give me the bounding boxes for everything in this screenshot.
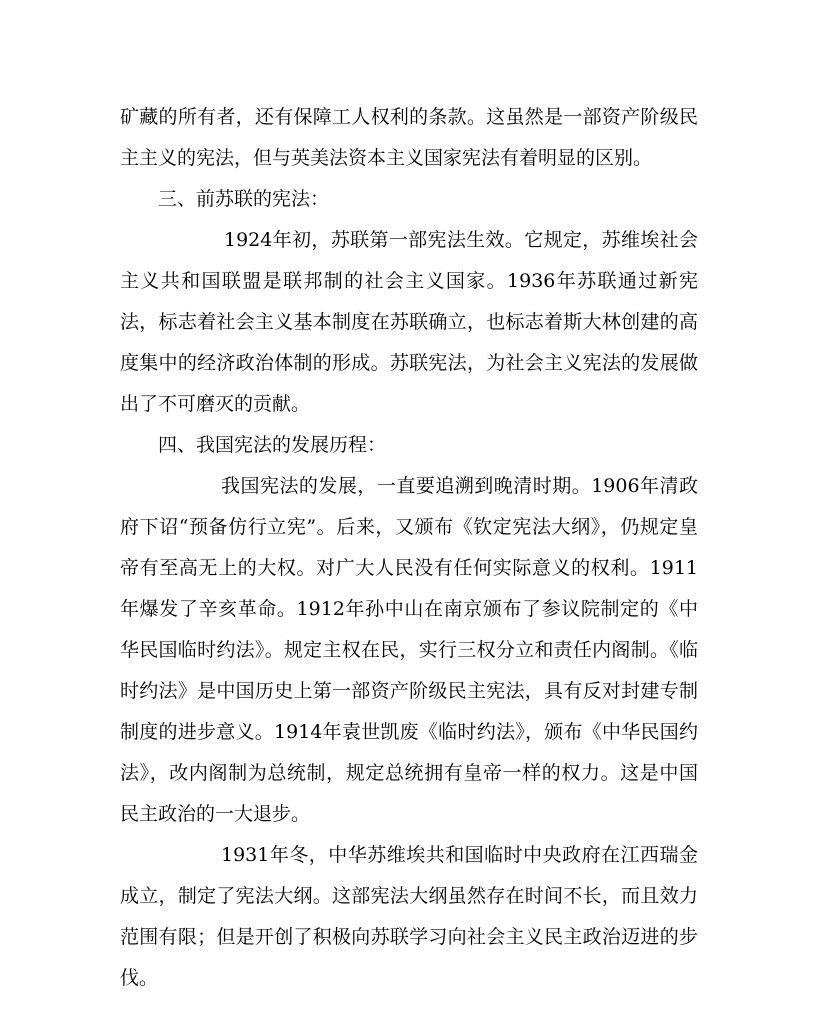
paragraph-weimar-constitution-end: 矿藏的所有者，还有保障工人权利的条款。这虽然是一部资产阶级民主主义的宪法，但与英美法资本主义国家宪法有着明显的区别。 [120,106,698,169]
section-heading-china-constitution: 四、我国宪法的发展历程： [158,434,387,456]
paragraph-ruijin-constitution: 1931年冬，中华苏维埃共和国临时中央政府在江西瑞金成立，制定了宪法大纲。这部宪法大纲虽然存在时间不长，而且效力范围有限；但是开创了积极向苏联学习向社会主义民主政治迈进的步伐。 [120,844,698,989]
paragraph-china-constitution-history: 我国宪法的发展，一直要追溯到晚清时期。1906年清政府下诏“预备仿行立宪”。后来，又颁布《钦定宪法大纲》，仍规定皇帝有至高无上的大权。对广大人民没有任何实际意义的权利。1911年爆发了辛亥革命。1912年孙中山在南京颁布了参议院制定的《中华民国临时约法》。规定主权在民，实行三权分立和责任内阁制。《临时约法》是中国历史上第一部资产阶级民主宪法，具有反对封建专制制度的进步意义。1914年袁世凯废《临时约法》，颁布《中华民国约法》，改内阁制为总统制，规定总统拥有皇帝一样的权力。这是中国民主政治的一大退步。 [120,475,698,825]
paragraph-soviet-constitution: 1924年初，苏联第一部宪法生效。它规定，苏维埃社会主义共和国联盟是联邦制的社会主义国家。1936年苏联通过新宪法，标志着社会主义基本制度在苏联确立，也标志着斯大林创建的高度集中的经济政治体制的形成。苏联宪法，为社会主义宪法的发展做出了不可磨灭的贡献。 [120,229,698,415]
document-body [120,97,698,999]
section-heading-soviet-constitution: 三、前苏联的宪法： [158,188,330,210]
